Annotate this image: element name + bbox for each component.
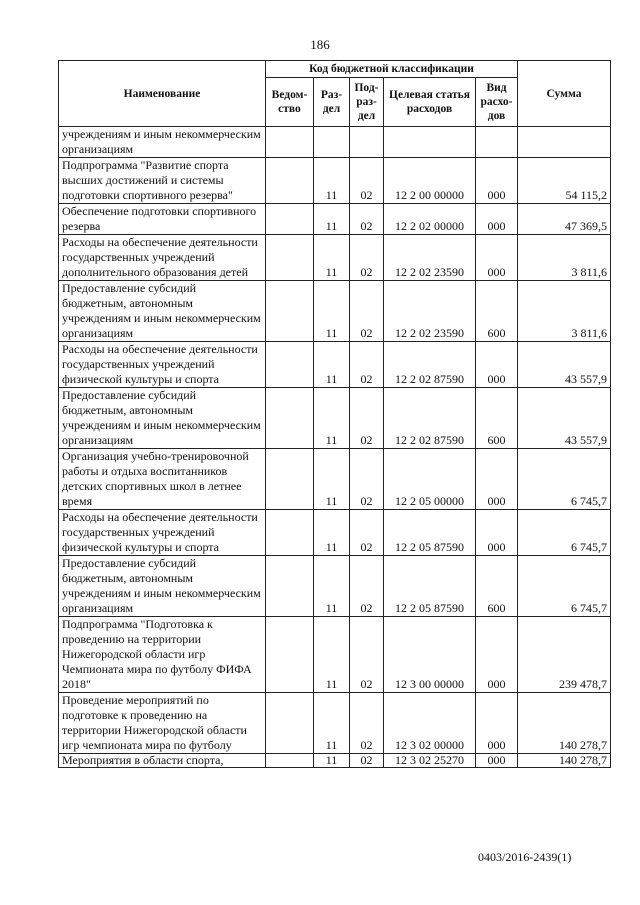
cell-target-article: 12 2 02 87590 [384, 342, 476, 388]
header-section: Раз-дел [314, 78, 350, 127]
cell-target-article: 12 2 05 87590 [384, 510, 476, 556]
table-row [59, 693, 611, 754]
cell-department [266, 158, 314, 204]
cell-target-article: 12 3 00 00000 [384, 617, 476, 693]
cell-section: 11 [314, 754, 350, 768]
cell-target-article [384, 127, 476, 158]
cell-expense-type: 000 [476, 754, 518, 768]
cell-section: 11 [314, 693, 350, 754]
cell-sum: 239 478,7 [518, 617, 611, 693]
table-row [59, 158, 611, 204]
cell-name: Проведение мероприятий по подготовке к проведению на территории Нижегородской области игр чемпионата мира по футболу [59, 693, 266, 754]
table-row [59, 342, 611, 388]
cell-department [266, 693, 314, 754]
cell-subsection: 02 [350, 281, 384, 342]
cell-department [266, 556, 314, 617]
cell-subsection [350, 127, 384, 158]
cell-name: Подпрограмма "Развитие спорта высших достижений и системы подготовки спортивного резерва" [59, 158, 266, 204]
cell-target-article: 12 3 02 25270 [384, 754, 476, 768]
cell-expense-type: 000 [476, 204, 518, 235]
cell-sum: 43 557,9 [518, 388, 611, 449]
cell-name: Предоставление субсидий бюджетным, автономным учреждениям и иным некоммерческим организациям [59, 388, 266, 449]
cell-subsection: 02 [350, 510, 384, 556]
table-body [59, 127, 611, 768]
header-subsection: Под-раз-дел [350, 78, 384, 127]
cell-name: Обеспечение подготовки спортивного резерва [59, 204, 266, 235]
cell-target-article: 12 2 05 00000 [384, 449, 476, 510]
cell-expense-type: 600 [476, 388, 518, 449]
cell-subsection: 02 [350, 693, 384, 754]
cell-subsection: 02 [350, 204, 384, 235]
cell-target-article: 12 2 02 23590 [384, 235, 476, 281]
cell-target-article: 12 2 05 87590 [384, 556, 476, 617]
cell-expense-type: 000 [476, 510, 518, 556]
cell-department [266, 235, 314, 281]
cell-section: 11 [314, 556, 350, 617]
cell-sum: 6 745,7 [518, 449, 611, 510]
cell-sum: 6 745,7 [518, 510, 611, 556]
cell-expense-type: 600 [476, 556, 518, 617]
cell-section: 11 [314, 235, 350, 281]
cell-subsection: 02 [350, 342, 384, 388]
cell-section [314, 127, 350, 158]
page-number: 186 [310, 37, 330, 52]
cell-expense-type: 000 [476, 617, 518, 693]
cell-subsection: 02 [350, 158, 384, 204]
cell-sum: 140 278,7 [518, 693, 611, 754]
table-row [59, 235, 611, 281]
cell-sum: 6 745,7 [518, 556, 611, 617]
cell-section: 11 [314, 342, 350, 388]
cell-subsection: 02 [350, 617, 384, 693]
cell-sum: 43 557,9 [518, 342, 611, 388]
cell-target-article: 12 2 02 00000 [384, 204, 476, 235]
cell-section: 11 [314, 281, 350, 342]
cell-department [266, 281, 314, 342]
cell-expense-type: 000 [476, 342, 518, 388]
cell-sum: 3 811,6 [518, 235, 611, 281]
cell-target-article: 12 2 00 00000 [384, 158, 476, 204]
header-name: Наименование [59, 61, 266, 127]
cell-department [266, 342, 314, 388]
cell-department [266, 510, 314, 556]
table-row [59, 281, 611, 342]
cell-expense-type [476, 127, 518, 158]
cell-sum: 3 811,6 [518, 281, 611, 342]
table-row [59, 556, 611, 617]
cell-name: учреждениям и иным некоммерческим организациям [59, 127, 266, 158]
cell-expense-type: 000 [476, 449, 518, 510]
cell-expense-type: 000 [476, 235, 518, 281]
table-row [59, 127, 611, 158]
budget-table [58, 60, 611, 768]
cell-department [266, 617, 314, 693]
cell-name: Расходы на обеспечение деятельности государственных учреждений физической культуры и спорта [59, 510, 266, 556]
header-sum: Сумма [518, 61, 611, 127]
cell-subsection: 02 [350, 754, 384, 768]
table-row [59, 449, 611, 510]
cell-name: Расходы на обеспечение деятельности государственных учреждений дополнительного образования детей [59, 235, 266, 281]
cell-name: Подпрограмма "Подготовка к проведению на территории Нижегородской области игр Чемпионата мира по футболу ФИФА 2018" [59, 617, 266, 693]
header-expense-type: Вид расхо-дов [476, 78, 518, 127]
table-row [59, 617, 611, 693]
cell-section: 11 [314, 510, 350, 556]
cell-sum: 47 369,5 [518, 204, 611, 235]
cell-name: Предоставление субсидий бюджетным, автономным учреждениям и иным некоммерческим организациям [59, 281, 266, 342]
cell-name: Расходы на обеспечение деятельности государственных учреждений физической культуры и спорта [59, 342, 266, 388]
cell-expense-type: 600 [476, 281, 518, 342]
table-row [59, 510, 611, 556]
cell-department [266, 449, 314, 510]
cell-target-article: 12 2 02 87590 [384, 388, 476, 449]
cell-name: Мероприятия в области спорта, [59, 754, 266, 768]
table-row [59, 204, 611, 235]
cell-sum: 140 278,7 [518, 754, 611, 768]
header-target-article: Целевая статья расходов [384, 78, 476, 127]
cell-subsection: 02 [350, 235, 384, 281]
document-code: 0403/2016-2439(1) [478, 850, 572, 864]
cell-subsection: 02 [350, 388, 384, 449]
cell-sum [518, 127, 611, 158]
table-row [59, 388, 611, 449]
header-department: Ведом-ство [266, 78, 314, 127]
cell-section: 11 [314, 617, 350, 693]
cell-subsection: 02 [350, 449, 384, 510]
cell-target-article: 12 3 02 00000 [384, 693, 476, 754]
cell-expense-type: 000 [476, 158, 518, 204]
cell-sum: 54 115,2 [518, 158, 611, 204]
cell-department [266, 204, 314, 235]
cell-subsection: 02 [350, 556, 384, 617]
cell-section: 11 [314, 388, 350, 449]
cell-name: Организация учебно-тренировочной работы и отдыха воспитанников детских спортивных школ в летнее время [59, 449, 266, 510]
cell-section: 11 [314, 204, 350, 235]
cell-department [266, 388, 314, 449]
cell-section: 11 [314, 158, 350, 204]
cell-target-article: 12 2 02 23590 [384, 281, 476, 342]
cell-name: Предоставление субсидий бюджетным, автономным учреждениям и иным некоммерческим организациям [59, 556, 266, 617]
cell-expense-type: 000 [476, 693, 518, 754]
cell-department [266, 754, 314, 768]
cell-section: 11 [314, 449, 350, 510]
table-row [59, 754, 611, 768]
header-classification-group: Код бюджетной классификации [266, 61, 518, 78]
cell-department [266, 127, 314, 158]
